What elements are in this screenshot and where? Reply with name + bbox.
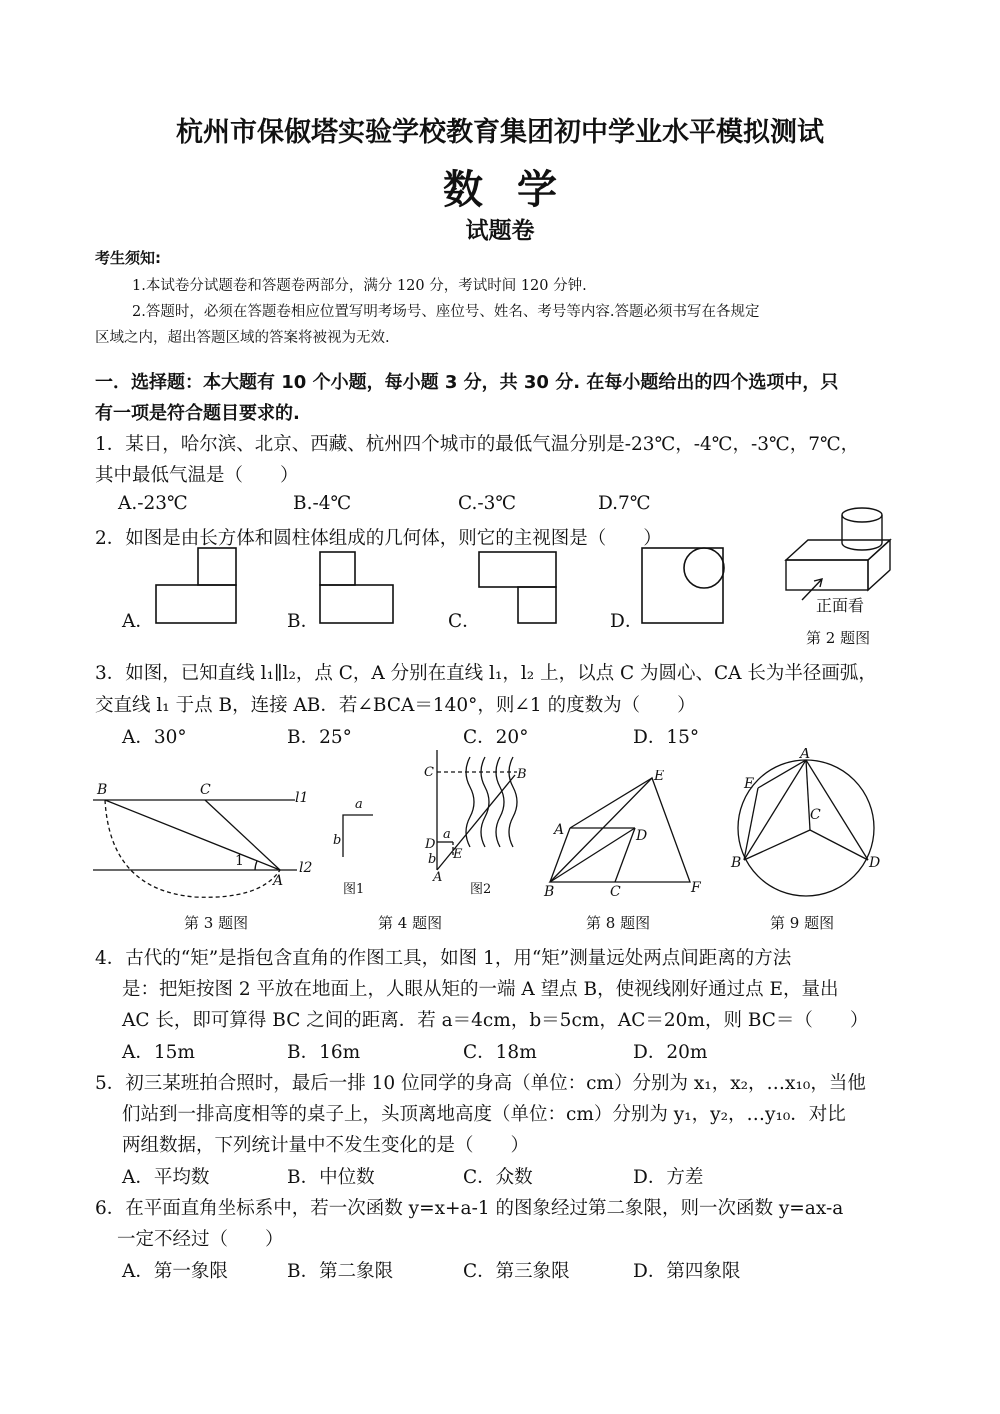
fig9-label-e: E [744,776,755,792]
q2-option-d: D． [610,611,644,632]
q3-option-c: C．20° [463,727,529,748]
q2-option-figures [150,540,750,630]
q6-option-a: A．第一象限 [122,1261,228,1282]
question-3-stem: 3．如图，已知直线 l₁∥l₂，点 C，A 分别在直线 l₁，l₂ 上，以点 C 为圆心、CA 长为半径画弧， [95,663,877,684]
q2-option-d-figure [642,548,724,623]
question-5-stem: 5．初三某班拍合照时，最后一排 10 位同学的身高（单位：cm）分别为 x₁，x₂，…x₁₀，当他 [95,1073,866,1094]
fig3-label-angle1: 1 [235,853,244,869]
fig4-label-b2: B [517,767,527,782]
notes-heading: 考生须知: [95,249,161,267]
question-5-stem-cont2: 两组数据，下列统计量中不发生变化的是（ ） [122,1135,530,1156]
q2-figure-caption: 第 2 题图 [806,629,871,647]
question-4-stem: 4．古代的“矩”是指包含直角的作图工具，如图 1，用“矩”测量远处两点间距离的方法 [95,948,792,969]
q1-option-c: C.-3℃ [458,493,517,514]
figure-3 [85,775,325,905]
fig8-caption: 第 8 题图 [586,914,651,932]
note-item: 2.答题时，必须在答题卷相应位置写明考场号、座位号、姓名、考号等内容.答题必须书写在各规定 [132,304,760,320]
q2-option-b-figure [320,552,393,623]
fig4-label-a3: A [433,870,443,885]
q2-option-c-figure [479,552,556,623]
q2-option-b: B． [287,611,320,632]
question-4-stem-cont2: AC 长，即可算得 BC 之间的距离．若 a＝4cm，b＝5cm，AC＝20m，则 BC＝（ ） [122,1010,869,1031]
front-view-label: 正面看 [816,596,865,613]
q1-option-a: A.-23℃ [118,493,188,514]
fig9-label-a: A [800,748,811,762]
fig8-label-a: A [554,822,565,838]
q6-option-b: B．第二象限 [287,1261,394,1282]
note-item: 区域之内，超出答题区域的答案将被视为无效. [95,330,390,346]
q2-option-a-figure [156,548,236,623]
fig3-label-c: C [200,782,211,798]
figure-4 [325,745,535,905]
q6-option-c: C．第三象限 [463,1261,570,1282]
question-2-stem: 2．如图是由长方体和圆柱体组成的几何体，则它的主视图是（ ） [95,528,662,549]
q4-option-a: A．15m [122,1042,195,1063]
fig9-caption: 第 9 题图 [770,914,835,932]
fig4-label-e: E [453,847,463,862]
figure-8 [540,770,715,905]
fig3-label-a: A [273,873,284,889]
q2-solid-figure [780,503,910,613]
note-item: 1.本试卷分试题卷和答题卷两部分，满分 120 分，考试时间 120 分钟. [132,278,587,294]
fig3-label-l2: l2 [299,860,313,876]
question-6-stem-cont: 一定不经过（ ） [117,1229,284,1250]
question-1-stem: 1．某日，哈尔滨、北京、西藏、杭州四个城市的最低气温分别是-23℃，-4℃，-3℃，7℃， [95,434,860,455]
paper-type-title: 试题卷 [465,218,535,244]
question-3-stem-cont: 交直线 l₁ 于点 B，连接 AB．若∠BCA＝140°，则∠1 的度数为（ ） [95,695,696,716]
question-1-stem-cont: 其中最低气温是（ ） [95,465,299,486]
q5-option-b: B．中位数 [287,1167,375,1188]
q2-option-c: C． [448,611,481,632]
q1-option-b: B.-4℃ [293,493,352,514]
fig3-label-b: B [97,782,108,798]
fig9-label-d: D [869,855,881,871]
q4-option-d: D．20m [633,1042,708,1063]
q1-option-d: D.7℃ [598,493,651,514]
section-heading: 一．选择题：本大题有 10 个小题，每小题 3 分，共 30 分. 在每小题给出的四个选项中，只 [95,372,839,393]
section-heading-cont: 有一项是符合题目要求的. [95,403,300,424]
fig8-label-f: F [691,880,701,896]
fig4-label-c: C [424,765,434,780]
q6-option-d: D．第四象限 [633,1261,741,1282]
q5-option-d: D．方差 [633,1167,704,1188]
question-5-stem-cont: 们站到一排高度相等的桌子上，头顶离地高度（单位：cm）分别为 y₁，y₂，…y₁₀．对比 [122,1104,846,1125]
question-4-stem-cont: 是：把矩按图 2 平放在地面上，人眼从矩的一端 A 望点 B，使视线刚好通过点 E，量出 [122,979,839,1000]
q2-option-a: A． [122,611,154,632]
q3-option-b: B．25° [287,727,352,748]
fig4-label-a2: a [443,827,451,842]
fig9-label-c: C [810,807,821,823]
q4-option-c: C．18m [463,1042,537,1063]
fig3-caption: 第 3 题图 [184,914,249,932]
fig4-caption: 第 4 题图 [378,914,443,932]
q3-option-a: A．30° [122,727,187,748]
q5-option-a: A．平均数 [122,1167,210,1188]
fig4-label-a: a [355,797,363,812]
fig4-label-fig2: 图2 [470,882,492,897]
fig8-label-b: B [544,884,555,900]
question-6-stem: 6．在平面直角坐标系中，若一次函数 y=x+a-1 的图象经过第二象限，则一次函数 y=ax-a [95,1198,844,1219]
fig4-label-b3: b [428,852,437,867]
fig3-label-l1: l1 [295,790,309,806]
fig8-label-e: E [654,770,665,784]
subject-title: 数学 [443,167,591,213]
q4-option-b: B．16m [287,1042,361,1063]
fig4-label-b: b [333,833,342,848]
fig8-label-d: D [636,828,648,844]
fig4-label-fig1: 图1 [343,882,365,897]
fig4-label-d: D [425,837,436,852]
q5-option-c: C．众数 [463,1167,533,1188]
fig8-label-c: C [610,884,621,900]
fig9-label-b: B [731,855,742,871]
exam-title: 杭州市保俶塔实验学校教育集团初中学业水平模拟测试 [176,117,824,148]
q3-option-d: D．15° [633,727,700,748]
figure-9 [728,748,883,908]
